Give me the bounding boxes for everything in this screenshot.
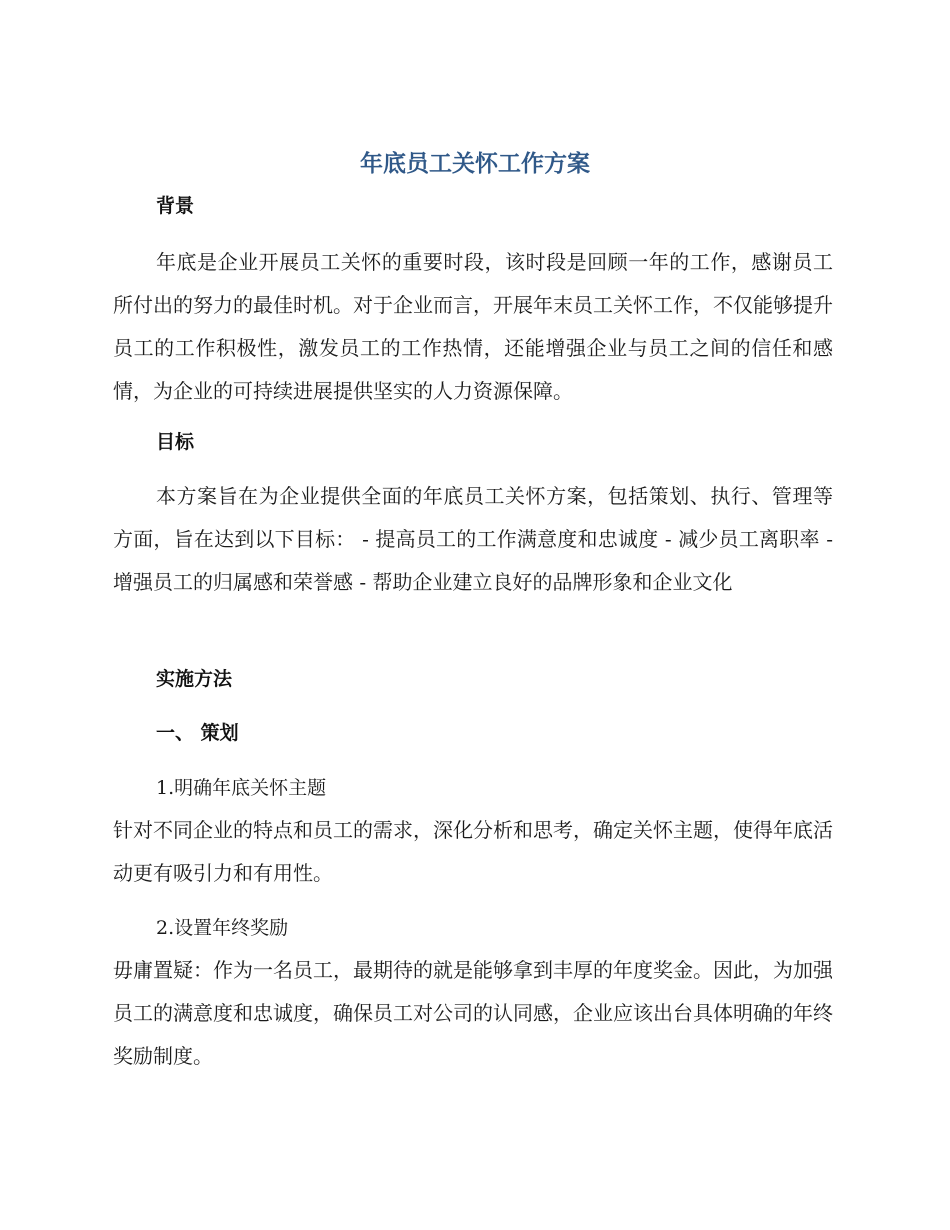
section-heading-goals: 目标: [156, 431, 195, 453]
goals-paragraph: 本方案旨在为企业提供全面的年底员工关怀方案，包括策划、执行、管理等方面，旨在达到以下目标： - 提高员工的工作满意度和忠诚度 - 减少员工离职率 - 增强员工的归属感和荣誉感 - 帮助企业建立良好的品牌形象和企业文化: [113, 484, 833, 594]
background-paragraph: 年底是企业开展员工关怀的重要时段，该时段是回顾一年的工作，感谢员工所付出的努力的最佳时机。对于企业而言，开展年末员工关怀工作，不仅能够提升员工的工作积极性，激发员工的工作热情，还能增强企业与员工之间的信任和感情，为企业的可持续进展提供坚实的人力资源保障。: [113, 250, 833, 403]
item-body-bonus: 毋庸置疑：作为一名员工，最期待的就是能够拿到丰厚的年度奖金。因此，为加强员工的满意度和忠诚度，确保员工对公司的认同感，企业应该出台具体明确的年终奖励制度。: [113, 958, 833, 1068]
subsection-heading-planning: 一、 策划: [156, 722, 239, 744]
section-heading-methods: 实施方法: [156, 668, 233, 690]
item-body-theme: 针对不同企业的特点和员工的需求，深化分析和思考，确定关怀主题，使得年底活动更有吸引力和有用性。: [113, 818, 833, 885]
item-title-bonus: 2.设置年终奖励: [156, 917, 289, 939]
item-title-theme: 1.明确年底关怀主题: [156, 777, 327, 799]
section-heading-background: 背景: [156, 195, 195, 217]
document-title: 年底员工关怀工作方案: [360, 151, 590, 177]
